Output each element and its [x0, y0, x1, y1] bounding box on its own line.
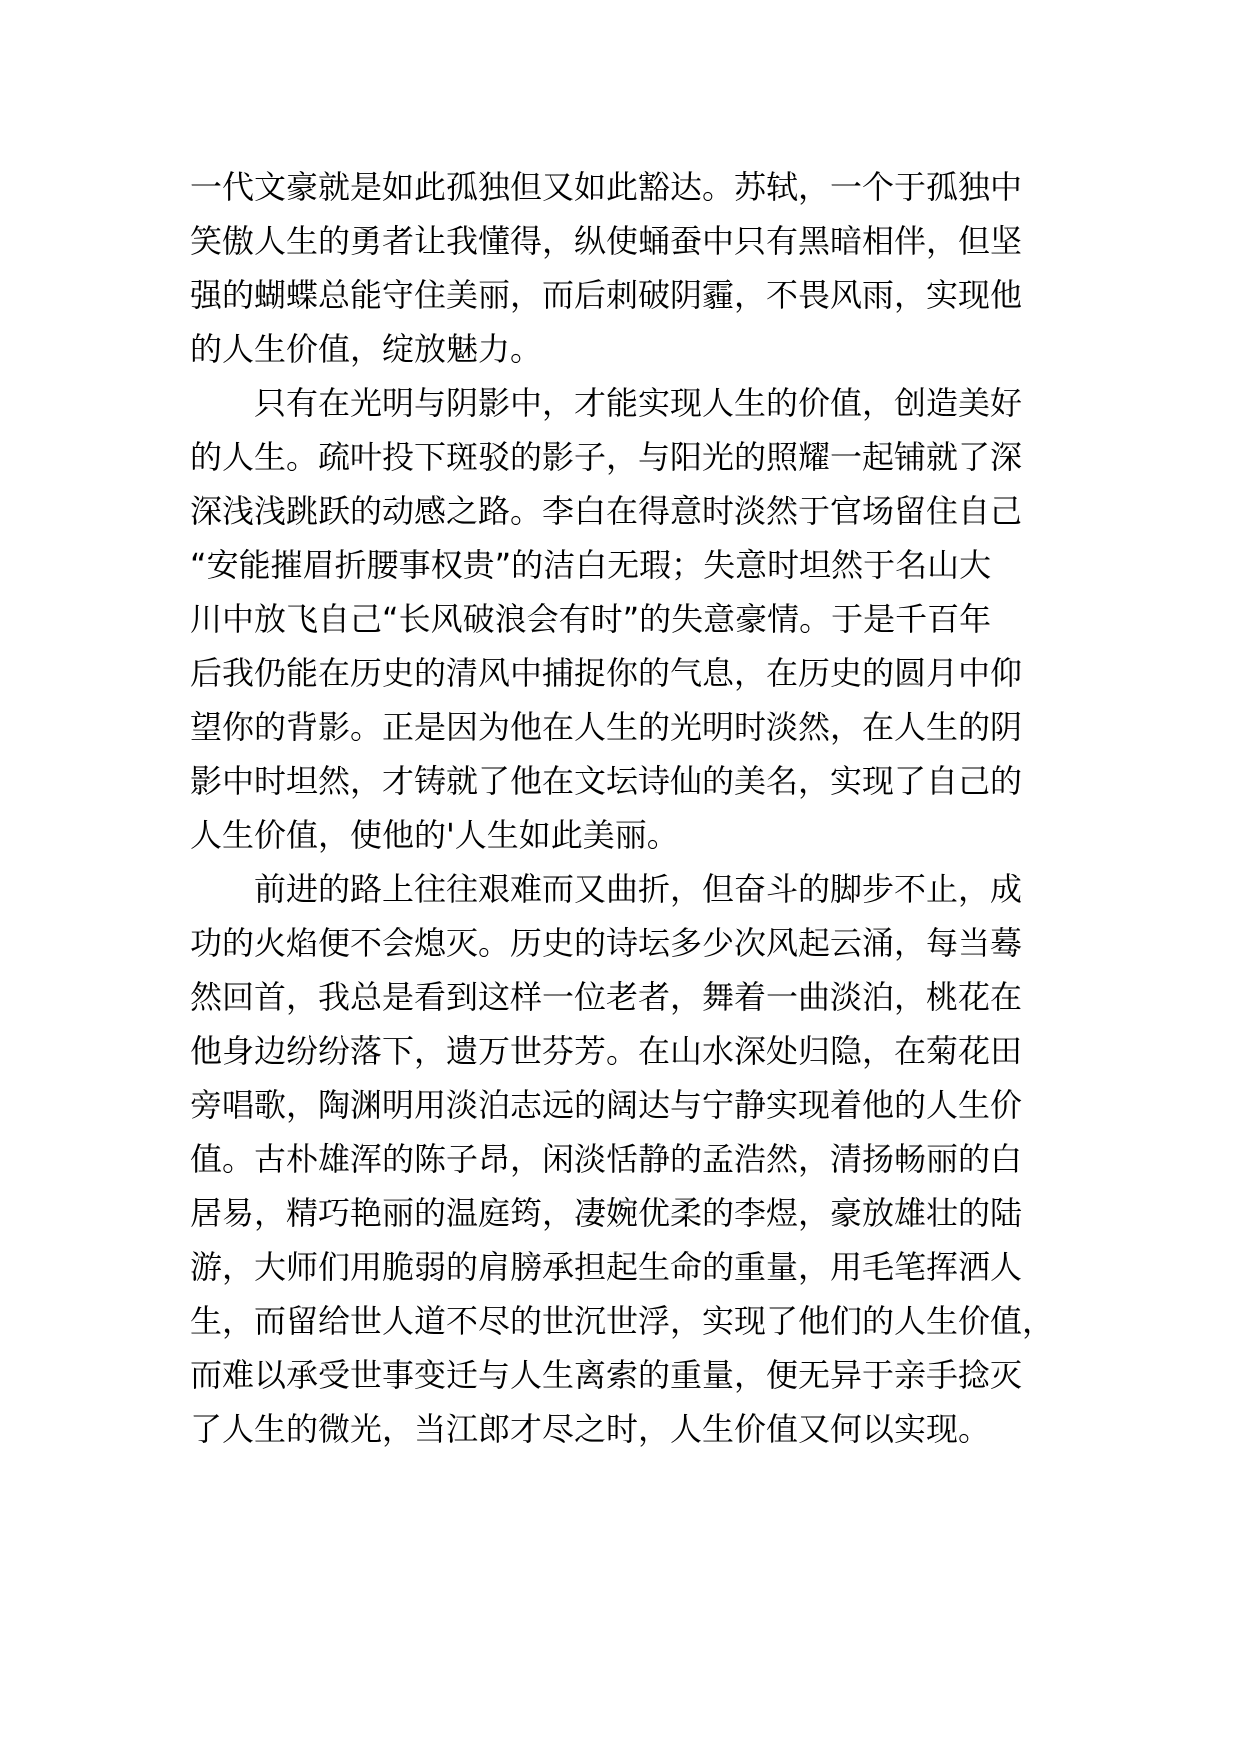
text-line: 川中放飞自己“长风破浪会有时”的失意豪情。于是千百年 — [190, 600, 992, 638]
paragraph-1 — [190, 160, 1050, 376]
text-line: 旁唱歌，陶渊明用淡泊志远的阔达与宁静实现着他的人生价 — [190, 1086, 1023, 1124]
text-line: 笑傲人生的勇者让我懂得，纵使蛹蚕中只有黑暗相伴，但坚 — [190, 222, 1023, 260]
text-line: 深浅浅跳跃的动感之路。李白在得意时淡然于官场留住自己 — [190, 492, 1023, 530]
text-line: 前进的路上往往艰难而又曲折，但奋斗的脚步不止，成 — [254, 870, 1023, 908]
text-line: 后我仍能在历史的清风中捕捉你的气息，在历史的圆月中仰 — [190, 654, 1023, 692]
text-line: 值。古朴雄浑的陈子昂，闲淡恬静的孟浩然，清扬畅丽的白 — [190, 1140, 1023, 1178]
text-line: 的人生价值，绽放魅力。 — [190, 330, 543, 368]
paragraph-2 — [190, 376, 1050, 862]
text-line: 影中时坦然，才铸就了他在文坛诗仙的美名，实现了自己的 — [190, 762, 1023, 800]
text-line: 只有在光明与阴影中，才能实现人生的价值，创造美好 — [254, 384, 1023, 422]
text-line: 游，大师们用脆弱的肩膀承担起生命的重量，用毛笔挥洒人 — [190, 1248, 1023, 1286]
text-line: 强的蝴蝶总能守住美丽，而后刺破阴霾，不畏风雨，实现他 — [190, 276, 1023, 314]
paragraph-3 — [190, 862, 1055, 1456]
text-line: 一代文豪就是如此孤独但又如此豁达。苏轼，一个于孤独中 — [190, 168, 1023, 206]
text-line: 生，而留给世人道不尽的世沉世浮，实现了他们的人生价值， — [190, 1302, 1055, 1340]
text-line: 望你的背影。正是因为他在人生的光明时淡然，在人生的阴 — [190, 708, 1023, 746]
text-line: 的人生。疏叶投下斑驳的影子，与阳光的照耀一起铺就了深 — [190, 438, 1023, 476]
text-line: 居易，精巧艳丽的温庭筠，凄婉优柔的李煜，豪放雄壮的陆 — [190, 1194, 1023, 1232]
text-line: 了人生的微光，当江郎才尽之时，人生价值又何以实现。 — [190, 1410, 991, 1448]
text-line: 他身边纷纷落下，遗万世芬芳。在山水深处归隐，在菊花田 — [190, 1032, 1023, 1070]
text-line: 人生价值，使他的'人生如此美丽。 — [190, 816, 679, 854]
document-body — [190, 160, 1055, 1456]
text-line: 而难以承受世事变迁与人生离索的重量，便无异于亲手捻灭 — [190, 1356, 1023, 1394]
text-line: 功的火焰便不会熄灭。历史的诗坛多少次风起云涌，每当蓦 — [190, 924, 1023, 962]
text-line: “安能摧眉折腰事权贵”的洁白无瑕；失意时坦然于名山大 — [190, 546, 992, 584]
text-line: 然回首，我总是看到这样一位老者，舞着一曲淡泊，桃花在 — [190, 978, 1023, 1016]
